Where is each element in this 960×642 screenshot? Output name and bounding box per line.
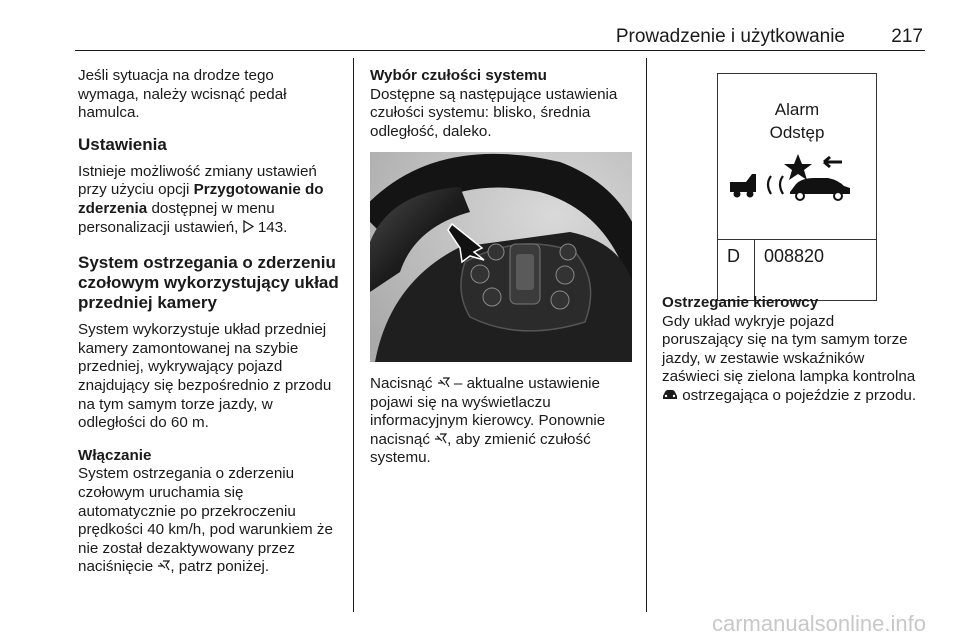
display-odometer: 008820 — [764, 246, 825, 266]
driver-warning-heading: Ostrzeganie kierowcy — [662, 294, 819, 311]
activation-line: nie został dezaktywowany przez — [78, 539, 295, 557]
system-text-line: przedniej, wykrywający pojazd — [78, 358, 283, 376]
press-instructions — [370, 375, 632, 468]
intro-line: Jeśli sytuacja na drodze tego — [78, 67, 274, 84]
driver-info-display-illustration — [717, 73, 877, 301]
sensitivity-line: Dostępne są następujące ustawienia — [370, 85, 618, 103]
driver-warning-line: zaświeci się zielona lampka kontrolna — [662, 368, 916, 386]
driver-warning-line: ostrzegająca o pojeździe z przodu. — [662, 387, 930, 406]
system-text-line: odległości do 60 m. — [78, 414, 209, 432]
driver-warning-line: jazdy, w zestawie wskaźników — [662, 349, 865, 367]
page-reference-arrow-icon — [243, 220, 254, 233]
activation-line: prędkości 40 km/h, pod warunkiem że — [78, 521, 333, 539]
press-line: Nacisnąć – aktualne ustawienie — [370, 375, 600, 392]
system-text-line: na tym samym torze jazdy, w — [78, 395, 273, 413]
intro-line: wymaga, należy wcisnąć pedał — [78, 85, 287, 103]
collision-sensitivity-icon — [728, 152, 866, 212]
activation-heading: Włączanie — [78, 446, 152, 464]
column-3 — [662, 294, 930, 406]
sensitivity-heading: Wybór czułości systemu — [370, 67, 547, 84]
sensitivity-line: czułości systemu: blisko, średnia — [370, 104, 591, 122]
collision-alert-button-icon — [157, 559, 170, 572]
steering-wheel-photo — [370, 152, 632, 362]
vehicle-ahead-icon — [662, 389, 678, 401]
menu-option-name: zderzenia — [78, 199, 148, 217]
collision-alert-button-icon — [434, 432, 447, 445]
system-heading: System ostrzegania o zderzeniu czołowym wykorzystujący układ przedniej kamery — [78, 253, 339, 313]
page-number: 217 — [891, 26, 923, 47]
activation-line: naciśnięcie , patrz poniżej. — [78, 558, 270, 576]
system-text-line: System wykorzystuje układ przedniej — [78, 321, 327, 339]
intro-line: hamulca. — [78, 104, 140, 122]
display-gear-cell: D — [727, 246, 740, 266]
activation-line: automatycznie po przekroczeniu — [78, 502, 296, 520]
column-2 — [370, 67, 632, 141]
system-text-line: znajdujący się bezpośrednio z przodu — [78, 376, 332, 394]
press-line: nacisnąć , aby zmienić czułość — [370, 430, 591, 448]
driver-warning-line: poruszający się na tym samym torze — [662, 331, 908, 349]
settings-line: Istnieje możliwość zmiany ustawień — [78, 162, 317, 180]
page-title: Prowadzenie i użytkowanie — [615, 26, 845, 47]
watermark: carmanualsonline.info — [711, 611, 926, 636]
column-divider — [646, 58, 647, 612]
settings-heading: Ustawienia — [78, 134, 167, 154]
press-line: pojawi się na wyświetlaczu — [370, 393, 551, 411]
system-text-line: kamery zamontowanej na szybie — [78, 339, 299, 357]
page-header — [75, 26, 925, 51]
settings-line: personalizacji ustawień, 143. — [78, 218, 288, 236]
activation-line: System ostrzegania o zderzeniu — [78, 465, 295, 483]
press-line: informacyjnym kierowcy. Ponownie — [370, 412, 606, 430]
collision-alert-button-icon — [437, 376, 450, 389]
column-1 — [78, 67, 346, 577]
press-line: systemu. — [370, 449, 431, 467]
settings-line: zderzenia dostępnej w menu — [78, 199, 275, 217]
display-distance-label: Odstęp — [769, 123, 825, 142]
settings-line: przy użyciu opcji Przygotowanie do — [78, 181, 324, 199]
activation-line: czołowym uruchamia się — [78, 483, 244, 501]
driver-warning-line: Gdy układ wykryje pojazd — [662, 312, 835, 330]
menu-option-name: Przygotowanie do — [193, 181, 324, 199]
sensitivity-line: odległość, daleko. — [370, 122, 492, 140]
column-divider — [353, 58, 354, 612]
display-alarm-label: Alarm — [774, 100, 820, 119]
